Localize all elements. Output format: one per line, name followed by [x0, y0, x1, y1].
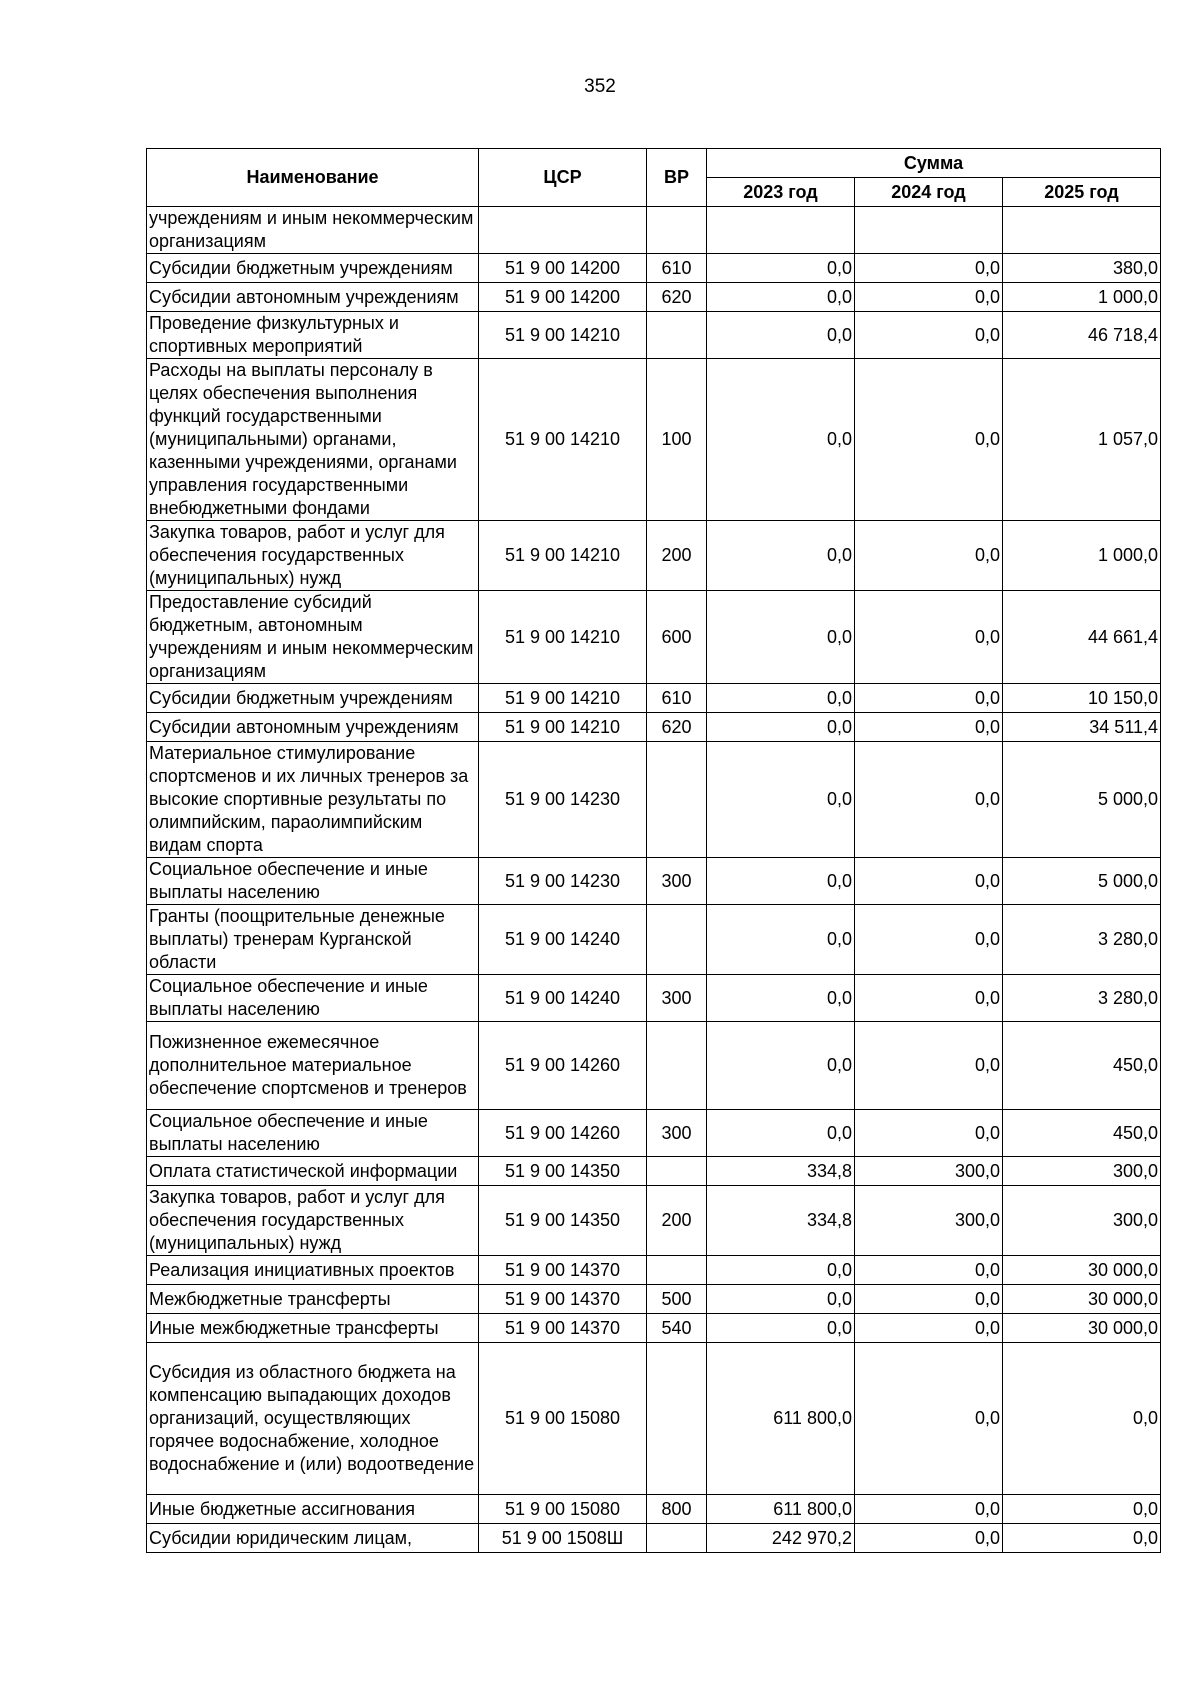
row-sum-2023: 334,8 — [707, 1186, 855, 1256]
table-row — [147, 1343, 1161, 1495]
row-sum-2023: 611 800,0 — [707, 1495, 855, 1524]
row-name: Субсидии автономным учреждениям — [147, 713, 479, 742]
row-csr: 51 9 00 14200 — [479, 254, 647, 283]
row-sum-2023: 0,0 — [707, 1110, 855, 1157]
table-row — [147, 1495, 1161, 1524]
row-vr — [647, 1022, 707, 1110]
row-csr: 51 9 00 14350 — [479, 1186, 647, 1256]
table-row — [147, 207, 1161, 254]
row-sum-2024: 0,0 — [855, 1285, 1003, 1314]
budget-table — [146, 148, 1161, 1553]
row-name: Реализация инициативных проектов — [147, 1256, 479, 1285]
table-row — [147, 858, 1161, 905]
row-sum-2024 — [855, 207, 1003, 254]
row-name: Материальное стимулирование спортсменов и их личных тренеров за высокие спортивные результаты по олимпийским, параолимпийским видам спорта — [147, 742, 479, 858]
header-sum: Сумма — [707, 149, 1161, 178]
row-sum-2024: 0,0 — [855, 1495, 1003, 1524]
row-sum-2024: 0,0 — [855, 905, 1003, 975]
row-sum-2024: 0,0 — [855, 521, 1003, 591]
row-name: Межбюджетные трансферты — [147, 1285, 479, 1314]
row-csr: 51 9 00 14210 — [479, 591, 647, 684]
row-csr: 51 9 00 15080 — [479, 1495, 647, 1524]
header-year-2024: 2024 год — [855, 178, 1003, 207]
row-sum-2025: 30 000,0 — [1003, 1256, 1161, 1285]
table-row — [147, 1256, 1161, 1285]
table-row — [147, 684, 1161, 713]
row-name: Иные межбюджетные трансферты — [147, 1314, 479, 1343]
row-sum-2023: 0,0 — [707, 591, 855, 684]
row-name: Пожизненное ежемесячное дополнительное материальное обеспечение спортсменов и тренеров — [147, 1022, 479, 1110]
table-row — [147, 521, 1161, 591]
row-csr: 51 9 00 14210 — [479, 312, 647, 359]
row-csr: 51 9 00 14210 — [479, 521, 647, 591]
row-vr: 300 — [647, 975, 707, 1022]
row-sum-2023: 0,0 — [707, 521, 855, 591]
row-sum-2023: 0,0 — [707, 1022, 855, 1110]
row-name: Предоставление субсидий бюджетным, автономным учреждениям и иным некоммерческим организациям — [147, 591, 479, 684]
header-year-2023: 2023 год — [707, 178, 855, 207]
table-row — [147, 283, 1161, 312]
row-sum-2025: 1 057,0 — [1003, 359, 1161, 521]
row-sum-2024: 0,0 — [855, 591, 1003, 684]
row-vr: 300 — [647, 858, 707, 905]
row-name: Субсидии автономным учреждениям — [147, 283, 479, 312]
table-row — [147, 905, 1161, 975]
row-csr: 51 9 00 14260 — [479, 1022, 647, 1110]
row-sum-2023: 0,0 — [707, 905, 855, 975]
row-sum-2024: 0,0 — [855, 283, 1003, 312]
row-csr: 51 9 00 14370 — [479, 1314, 647, 1343]
row-csr: 51 9 00 14240 — [479, 905, 647, 975]
row-name: Субсидии бюджетным учреждениям — [147, 254, 479, 283]
row-vr — [647, 742, 707, 858]
table-row — [147, 1022, 1161, 1110]
row-vr — [647, 312, 707, 359]
row-name: Проведение физкультурных и спортивных мероприятий — [147, 312, 479, 359]
row-sum-2025: 44 661,4 — [1003, 591, 1161, 684]
row-sum-2023: 0,0 — [707, 312, 855, 359]
row-sum-2024: 0,0 — [855, 858, 1003, 905]
page-number: 352 — [584, 76, 616, 97]
row-sum-2023: 0,0 — [707, 858, 855, 905]
row-sum-2024: 0,0 — [855, 1110, 1003, 1157]
table-row — [147, 254, 1161, 283]
row-csr: 51 9 00 14230 — [479, 858, 647, 905]
row-csr: 51 9 00 14210 — [479, 359, 647, 521]
row-sum-2025: 450,0 — [1003, 1110, 1161, 1157]
table-row — [147, 1524, 1161, 1553]
row-sum-2023: 0,0 — [707, 359, 855, 521]
row-sum-2025: 10 150,0 — [1003, 684, 1161, 713]
table-row — [147, 1110, 1161, 1157]
row-csr: 51 9 00 14210 — [479, 684, 647, 713]
header-name: Наименование — [147, 149, 479, 207]
table-header — [147, 149, 1161, 207]
row-csr — [479, 207, 647, 254]
row-sum-2024: 300,0 — [855, 1157, 1003, 1186]
row-sum-2024: 0,0 — [855, 1524, 1003, 1553]
row-sum-2024: 0,0 — [855, 713, 1003, 742]
row-sum-2024: 0,0 — [855, 684, 1003, 713]
row-sum-2025: 0,0 — [1003, 1495, 1161, 1524]
row-vr: 620 — [647, 713, 707, 742]
row-sum-2024: 0,0 — [855, 359, 1003, 521]
table-row — [147, 591, 1161, 684]
row-name: Субсидия из областного бюджета на компенсацию выпадающих доходов организаций, осуществляющих горячее водоснабжение, холодное водоснабжение и (или) водоотведение — [147, 1343, 479, 1495]
row-sum-2023: 242 970,2 — [707, 1524, 855, 1553]
row-sum-2025: 30 000,0 — [1003, 1314, 1161, 1343]
table-row — [147, 1285, 1161, 1314]
row-vr — [647, 207, 707, 254]
row-vr — [647, 905, 707, 975]
header-vr: ВР — [647, 149, 707, 207]
row-sum-2023: 0,0 — [707, 742, 855, 858]
row-sum-2025 — [1003, 207, 1161, 254]
row-sum-2023: 0,0 — [707, 254, 855, 283]
row-name: Иные бюджетные ассигнования — [147, 1495, 479, 1524]
row-sum-2024: 0,0 — [855, 742, 1003, 858]
row-sum-2025: 5 000,0 — [1003, 742, 1161, 858]
table-row — [147, 1157, 1161, 1186]
row-name: Закупка товаров, работ и услуг для обеспечения государственных (муниципальных) нужд — [147, 1186, 479, 1256]
row-csr: 51 9 00 15080 — [479, 1343, 647, 1495]
row-sum-2025: 46 718,4 — [1003, 312, 1161, 359]
table-row — [147, 359, 1161, 521]
row-sum-2025: 0,0 — [1003, 1524, 1161, 1553]
row-sum-2024: 0,0 — [855, 1343, 1003, 1495]
row-sum-2024: 300,0 — [855, 1186, 1003, 1256]
row-vr: 540 — [647, 1314, 707, 1343]
row-sum-2025: 300,0 — [1003, 1186, 1161, 1256]
row-sum-2023: 0,0 — [707, 1314, 855, 1343]
row-csr: 51 9 00 14210 — [479, 713, 647, 742]
row-sum-2023: 0,0 — [707, 975, 855, 1022]
row-sum-2025: 5 000,0 — [1003, 858, 1161, 905]
table-body — [147, 207, 1161, 1553]
row-sum-2025: 1 000,0 — [1003, 283, 1161, 312]
row-csr: 51 9 00 14370 — [479, 1256, 647, 1285]
table-row — [147, 713, 1161, 742]
row-sum-2024: 0,0 — [855, 1022, 1003, 1110]
table-row — [147, 1186, 1161, 1256]
row-name: Закупка товаров, работ и услуг для обеспечения государственных (муниципальных) нужд — [147, 521, 479, 591]
row-name: Субсидии юридическим лицам, — [147, 1524, 479, 1553]
row-csr: 51 9 00 14240 — [479, 975, 647, 1022]
row-sum-2024: 0,0 — [855, 312, 1003, 359]
row-sum-2025: 30 000,0 — [1003, 1285, 1161, 1314]
row-name: Социальное обеспечение и иные выплаты населению — [147, 1110, 479, 1157]
row-name: Социальное обеспечение и иные выплаты населению — [147, 975, 479, 1022]
row-sum-2023: 0,0 — [707, 1256, 855, 1285]
row-csr: 51 9 00 14350 — [479, 1157, 647, 1186]
row-sum-2024: 0,0 — [855, 975, 1003, 1022]
row-vr: 620 — [647, 283, 707, 312]
row-sum-2023: 334,8 — [707, 1157, 855, 1186]
table-row — [147, 975, 1161, 1022]
row-csr: 51 9 00 14370 — [479, 1285, 647, 1314]
row-sum-2025: 1 000,0 — [1003, 521, 1161, 591]
row-sum-2024: 0,0 — [855, 254, 1003, 283]
row-sum-2025: 300,0 — [1003, 1157, 1161, 1186]
row-sum-2025: 0,0 — [1003, 1343, 1161, 1495]
row-csr: 51 9 00 14200 — [479, 283, 647, 312]
table-row — [147, 742, 1161, 858]
row-sum-2025: 34 511,4 — [1003, 713, 1161, 742]
row-sum-2025: 3 280,0 — [1003, 975, 1161, 1022]
row-vr: 500 — [647, 1285, 707, 1314]
row-name: Субсидии бюджетным учреждениям — [147, 684, 479, 713]
row-vr — [647, 1256, 707, 1285]
row-name: Оплата статистической информации — [147, 1157, 479, 1186]
row-sum-2023: 0,0 — [707, 684, 855, 713]
row-name: Гранты (поощрительные денежные выплаты) тренерам Курганской области — [147, 905, 479, 975]
row-vr: 610 — [647, 684, 707, 713]
row-name: Социальное обеспечение и иные выплаты населению — [147, 858, 479, 905]
row-csr: 51 9 00 14260 — [479, 1110, 647, 1157]
row-sum-2025: 3 280,0 — [1003, 905, 1161, 975]
row-sum-2024: 0,0 — [855, 1256, 1003, 1285]
row-vr: 100 — [647, 359, 707, 521]
row-vr — [647, 1343, 707, 1495]
row-vr: 200 — [647, 1186, 707, 1256]
row-vr: 610 — [647, 254, 707, 283]
row-sum-2025: 450,0 — [1003, 1022, 1161, 1110]
row-csr: 51 9 00 1508Ш — [479, 1524, 647, 1553]
table-row — [147, 1314, 1161, 1343]
row-vr: 300 — [647, 1110, 707, 1157]
row-sum-2023: 0,0 — [707, 283, 855, 312]
row-vr — [647, 1157, 707, 1186]
row-vr: 600 — [647, 591, 707, 684]
table-row — [147, 312, 1161, 359]
row-name: учреждениям и иным некоммерческим организациям — [147, 207, 479, 254]
header-year-2025: 2025 год — [1003, 178, 1161, 207]
row-sum-2023: 0,0 — [707, 713, 855, 742]
row-sum-2024: 0,0 — [855, 1314, 1003, 1343]
row-sum-2025: 380,0 — [1003, 254, 1161, 283]
row-vr — [647, 1524, 707, 1553]
row-sum-2023: 611 800,0 — [707, 1343, 855, 1495]
row-name: Расходы на выплаты персоналу в целях обеспечения выполнения функций государственными (муниципальными) органами, казенными учреждениями, органами управления государственными внебюджетными фондами — [147, 359, 479, 521]
row-sum-2023: 0,0 — [707, 1285, 855, 1314]
header-csr: ЦСР — [479, 149, 647, 207]
row-vr: 200 — [647, 521, 707, 591]
row-csr: 51 9 00 14230 — [479, 742, 647, 858]
row-sum-2023 — [707, 207, 855, 254]
row-vr: 800 — [647, 1495, 707, 1524]
